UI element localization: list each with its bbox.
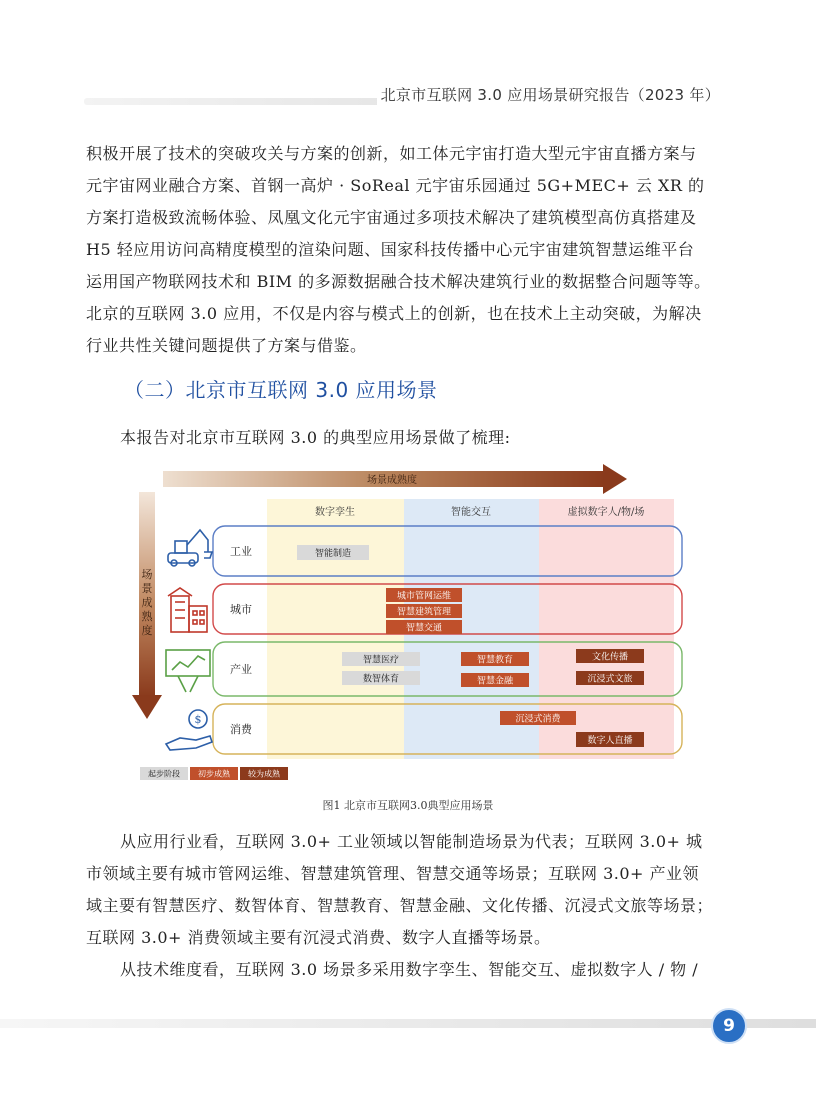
tag-text: 智慧建筑管理 (396, 607, 452, 618)
tag-smart-finance (461, 673, 529, 687)
maturity-legend (140, 767, 288, 780)
body-paragraph (86, 826, 732, 986)
text-line: 从技术维度看，互联网 3.0 场景多采用数字孪生、智能交互、虚拟数字人 / 物 / (120, 960, 699, 979)
legend-early: 起步阶段 (148, 769, 180, 779)
tag-urban-pipeline (386, 588, 462, 602)
vertical-char: 场 (141, 568, 153, 581)
maturity-arrow-vertical-label (142, 567, 154, 637)
tag-smart-building (386, 604, 462, 618)
text-line: 北京的互联网 3.0 应用，不仅是内容与模式上的创新，也在技术上主动突破，为解决 (86, 304, 702, 323)
tag-digital-sports (342, 671, 420, 685)
svg-text:$: $ (194, 713, 202, 726)
vertical-char: 度 (141, 624, 153, 637)
text-line: 本报告对北京市互联网 3.0 的典型应用场景做了梳理: (120, 428, 511, 447)
column-header-digital-twin: 数字孪生 (315, 507, 355, 518)
tag-smart-transport (386, 620, 462, 634)
intro-paragraph (86, 138, 732, 362)
tag-text: 智慧金融 (476, 676, 514, 687)
tag-smart-education (461, 652, 529, 666)
text-line: H5 轻应用访问高精度模型的渲染问题、国家科技传播中心元宇宙建筑智慧运维平台 (86, 240, 695, 259)
section-heading: （二）北京市互联网 3.0 应用场景 (124, 378, 438, 402)
chart-board-icon (166, 650, 210, 692)
tag-culture-communication (576, 649, 644, 663)
tag-text: 数智体育 (362, 674, 400, 685)
vertical-char: 熟 (141, 610, 153, 623)
lead-sentence (86, 422, 732, 454)
tag-intelligent-manufacturing (297, 545, 369, 560)
page-number: 9 (711, 1008, 747, 1044)
row-label-city: 城市 (230, 603, 252, 616)
text-line: 市领域主要有城市管网运维、智慧建筑管理、智慧交通等场景；互联网 3.0+ 产业领 (86, 864, 700, 883)
figure-caption: 图1 北京市互联网3.0典型应用场景 (322, 799, 494, 812)
tag-text: 智慧教育 (476, 655, 514, 666)
footer-rule (0, 1019, 816, 1028)
text-line: 积极开展了技术的突破攻关与方案的创新，如工体元宇宙打造大型元宇宙直播方案与 (86, 144, 697, 163)
row-label-business: 产业 (230, 663, 252, 676)
tag-smart-healthcare (342, 652, 420, 666)
vertical-char: 成 (141, 596, 153, 609)
column-header-virtual-human: 虚拟数字人/物/场 (567, 507, 645, 518)
tag-text: 城市管网运维 (396, 591, 452, 602)
tag-text: 智慧交通 (405, 623, 443, 634)
tag-text: 沉浸式文旅 (587, 674, 633, 685)
text-line: 运用国产物联网技术和 BIM 的多源数据融合技术解决建筑行业的数据整合问题等等。 (86, 272, 711, 291)
text-line: 域主要有智慧医疗、数智体育、智慧教育、智慧金融、文化传播、沉浸式文旅等场景； (86, 896, 714, 915)
tag-text: 智能制造 (314, 549, 352, 559)
tag-immersive-consumption (500, 711, 576, 725)
row-label-consumer: 消费 (230, 723, 252, 736)
tag-text: 智慧医疗 (362, 655, 400, 666)
tag-text: 数字人直播 (587, 736, 633, 746)
text-line: 从应用行业看，互联网 3.0+ 工业领域以智能制造场景为代表；互联网 3.0+ 城 (120, 832, 703, 851)
legend-mid: 初步成熟 (198, 769, 230, 779)
tag-text: 文化传播 (591, 652, 629, 663)
tag-digital-human-live (576, 732, 644, 747)
text-line: 互联网 3.0+ 消费领域主要有沉浸式消费、数字人直播等场景。 (86, 928, 551, 947)
excavator-icon (168, 530, 212, 566)
running-header-title: 北京市互联网 3.0 应用场景研究报告（2023 年） (377, 84, 724, 105)
buildings-icon (168, 588, 207, 632)
legend-mature: 较为成熟 (248, 769, 280, 779)
tag-immersive-tourism (576, 671, 644, 685)
column-band-digital-twin (267, 499, 404, 759)
text-line: 元宇宙网业融合方案、首钢一高炉 · SoReal 元宇宙乐园通过 5G+MEC+ 云 XR 的 (86, 176, 705, 195)
vertical-char: 景 (141, 582, 153, 595)
tag-text: 沉浸式消费 (515, 714, 561, 725)
column-header-intelligent-interaction: 智能交互 (451, 507, 491, 518)
row-label-industry: 工业 (230, 545, 252, 558)
text-line: 行业共性关键问题提供了方案与借鉴。 (86, 336, 367, 355)
text-line: 方案打造极致流畅体验、凤凰文化元宇宙通过多项技术解决了建筑模型高仿真搭建及 (86, 208, 697, 227)
maturity-arrow-label: 场景成熟度 (367, 475, 417, 486)
coin-hand-icon (166, 710, 212, 750)
